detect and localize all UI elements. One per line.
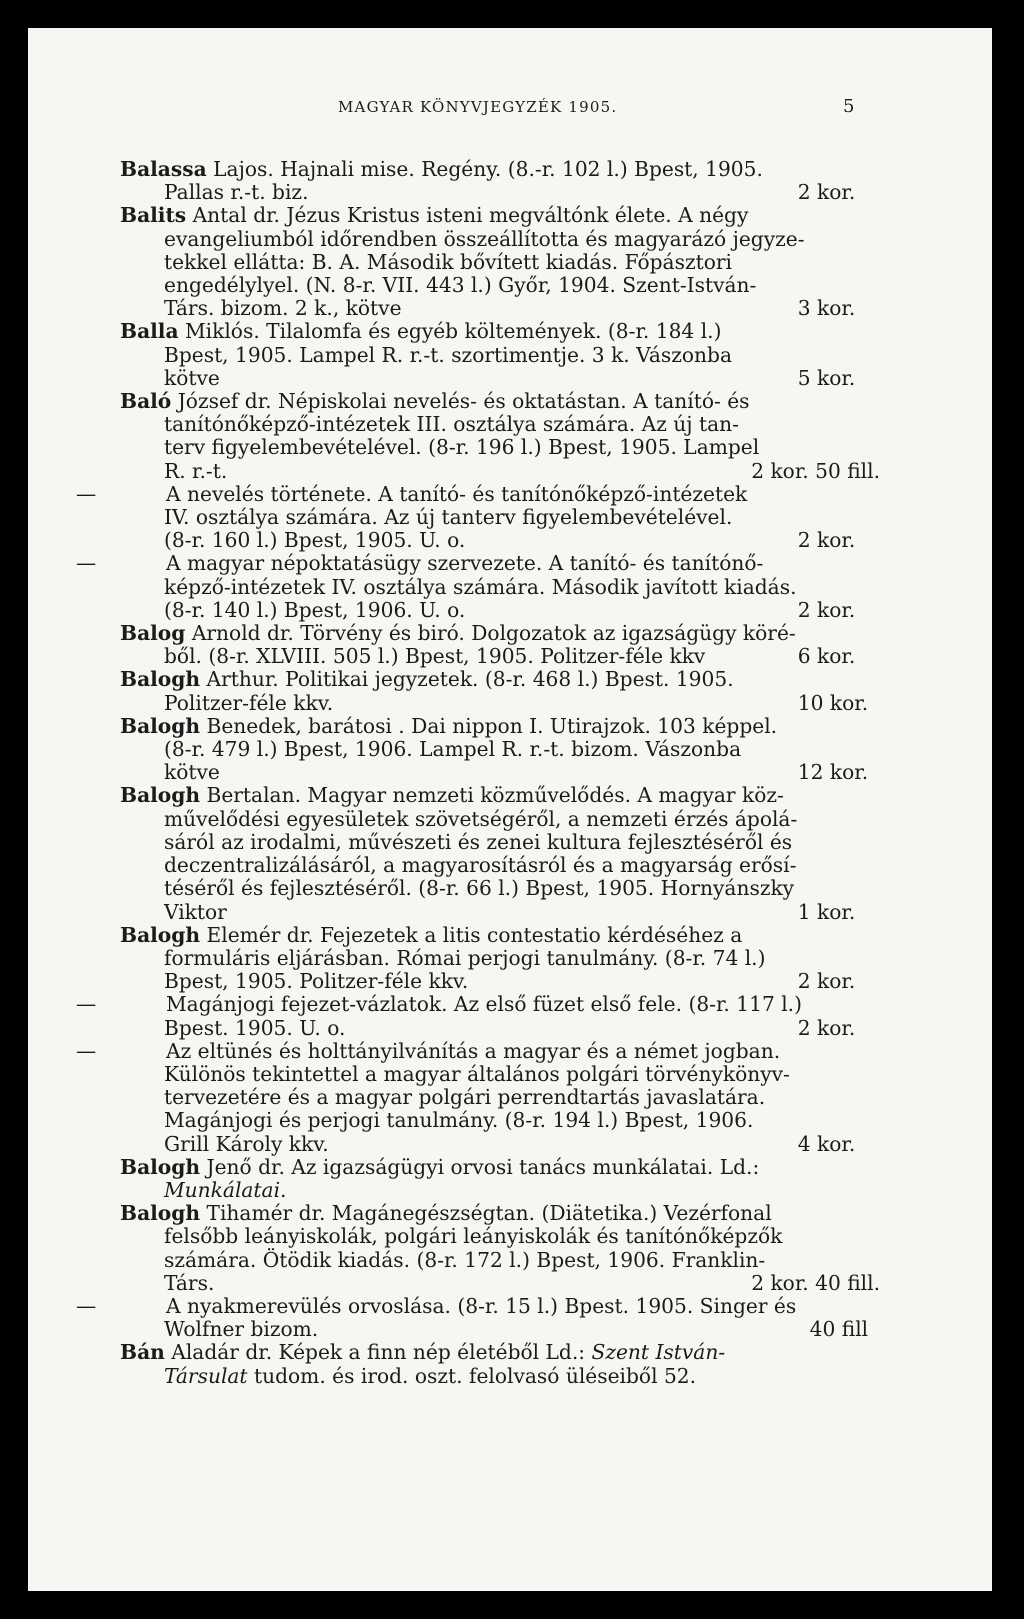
catalog-entry: — A magyar népoktatásügy szervezete. A tanító- és tanítónő- képző-intézetek IV. osztálya számára. Második javított kiadás. (8-r. 140 l.) Bpest, 1906. U. o. 2 kor. <box>120 552 880 622</box>
entry-price: 2 kor. <box>797 528 856 553</box>
ditto-dash: — <box>76 481 97 506</box>
running-title: MAGYAR KÖNYVJEGYZÉK 1905. <box>338 98 618 116</box>
catalog-entry: Balogh Jenő dr. Az igazságügyi orvosi tanács munkálatai. Ld.: Munkálatai. <box>120 1154 760 1202</box>
ditto-dash: — <box>76 1038 97 1063</box>
entry-author: Balogh <box>120 667 201 692</box>
page-number: 5 <box>843 96 856 117</box>
catalog-entry: Balla Miklós. Tilalomfa és egyéb költemények. (8-r. 184 l.) Bpest, 1905. Lampel R. r.-t. szortimentje. 3 k. Vászonba kötve 5 kor. <box>120 320 880 390</box>
catalog-entry: Balog Arnold dr. Törvény és biró. Dolgozatok az igazságügy köré- ből. (8-r. XLVIII. 505 l.) Bpest, 1905. Politzer-féle kkv 6 kor. <box>120 622 880 668</box>
entry-price: 10 kor. <box>797 690 869 715</box>
entry-price: 2 kor. <box>797 180 856 205</box>
entry-author: Balogh <box>120 1154 201 1179</box>
catalog-entry: Balits Antal dr. Jézus Kristus isteni megváltónk élete. A négy evangeliumból időrendben összeállította és magyarázó jegyze- tekkel ellátta: B. A. Második bővített kiadás. Főpásztori engedélylyel. (N. 8-r. VII. 443 l.) Győr, 1904. Szent-István- Társ. bizom. 2 k., kötve 3 kor. <box>120 204 880 320</box>
book-page <box>28 28 992 1591</box>
entry-price: 1 kor. <box>797 899 856 924</box>
entry-author: Balla <box>120 319 179 344</box>
ditto-dash: — <box>76 1293 97 1318</box>
catalog-entry: Balogh Tihamér dr. Magánegészségtan. (Diätetika.) Vezérfonal felsőbb leányiskolák, polgári leányiskolák és tanítónőképzők számára. Ötödik kiadás. (8-r. 172 l.) Bpest, 1906. Franklin- Társ. 2 kor. 40 fill. <box>120 1201 880 1295</box>
entry-price: 3 kor. <box>797 296 856 321</box>
catalog-entries <box>76 157 880 1388</box>
entry-price: 2 kor. <box>797 1015 856 1040</box>
entry-price: 4 kor. <box>797 1131 856 1156</box>
catalog-entry: — Az eltünés és holttányilvánítás a magyar és a német jogban. Különös tekintettel a magyar általános polgári törvénykönyv- tervezetére és a magyar polgári perrendtartás javaslatára. Magánjogi és perjogi tanulmány. (8-r. 194 l.) Bpest, 1906. Grill Károly kkv. 4 kor. <box>120 1040 880 1156</box>
catalog-entry: Bán Aladár dr. Képek a finn nép életéből Ld.: Szent István- Társulat tudom. és irod. oszt. felolvasó üléseiből 52. <box>120 1340 726 1388</box>
catalog-entry: Balogh Elemér dr. Fejezetek a litis contestatio kérdéséhez a formuláris eljárásban. Római perjogi tanulmány. (8-r. 74 l.) Bpest, 1905. Politzer-féle kkv. 2 kor. <box>120 924 880 994</box>
entry-author: Balits <box>120 203 187 228</box>
catalog-entry: Baló József dr. Népiskolai nevelés- és oktatástan. A tanító- és tanítónőképző-intézetek III. osztálya számára. Az új tan- terv figyelembevételével. (8-r. 196 l.) Bpest, 1905. Lampel R. r.-t. 2 kor. 50 fill. <box>120 389 880 483</box>
italic-reference: Társulat <box>164 1363 248 1388</box>
entry-price: 2 kor. 40 fill. <box>751 1270 880 1295</box>
catalog-entry: — A nyakmerevülés orvoslása. (8-r. 15 l.) Bpest. 1905. Singer és Wolfner bizom. 40 fill <box>120 1295 880 1341</box>
entry-price: 6 kor. <box>797 644 856 669</box>
entry-author: Bán <box>120 1340 165 1365</box>
catalog-entry: Balogh Benedek, barátosi . Dai nippon I. Utirajzok. 103 képpel. (8-r. 479 l.) Bpest, 1906. Lampel R. r.-t. bizom. Vászonba kötve 12 kor. <box>120 715 880 785</box>
entry-author: Balogh <box>120 783 201 808</box>
entry-author: Balogh <box>120 1201 201 1226</box>
italic-reference: Munkálatai. <box>164 1177 287 1202</box>
entry-price: 12 kor. <box>797 760 869 785</box>
catalog-entry: Balogh Arthur. Politikai jegyzetek. (8-r. 468 l.) Bpest. 1905. Politzer-féle kkv. 10 kor. <box>120 668 880 714</box>
entry-author: Balog <box>120 621 186 646</box>
catalog-entry: Balassa Lajos. Hajnali mise. Regény. (8.-r. 102 l.) Bpest, 1905. Pallas r.-t. biz. 2 kor. <box>120 158 880 204</box>
entry-price: 5 kor. <box>797 365 856 390</box>
entry-price: 2 kor. <box>797 597 856 622</box>
entry-price: 2 kor. <box>797 969 856 994</box>
catalog-entry: Balogh Bertalan. Magyar nemzeti közművelődés. A magyar köz- művelődési egyesületek szövetségéről, a nemzeti érzés ápolá- sáról az irodalmi, művészeti és zenei kultura fejlesztéséről és deczentralizálásáról, a magyarosításról és a magyarság erősí- téséről és fejlesztéséről. (8-r. 66 l.) Bpest, 1905. Hornyánszky Viktor 1 kor. <box>120 784 880 923</box>
ditto-dash: — <box>76 992 97 1017</box>
entry-author: Balogh <box>120 922 201 947</box>
entry-author: Balassa <box>120 157 207 181</box>
ditto-dash: — <box>76 551 97 576</box>
entry-price: 2 kor. 50 fill. <box>751 458 880 483</box>
entry-author: Baló <box>120 389 172 414</box>
italic-reference: Szent István- <box>591 1340 726 1365</box>
entry-author: Balogh <box>120 713 201 738</box>
catalog-entry: — A nevelés története. A tanító- és tanítónőképző-intézetek IV. osztálya számára. Az új tanterv figyelembevételével. (8-r. 160 l.) Bpest, 1905. U. o. 2 kor. <box>120 483 880 553</box>
entry-price: 40 fill <box>809 1317 869 1342</box>
catalog-entry: — Magánjogi fejezet-vázlatok. Az első füzet első fele. (8-r. 117 l.) Bpest. 1905. U. o. 2 kor. <box>120 993 880 1039</box>
